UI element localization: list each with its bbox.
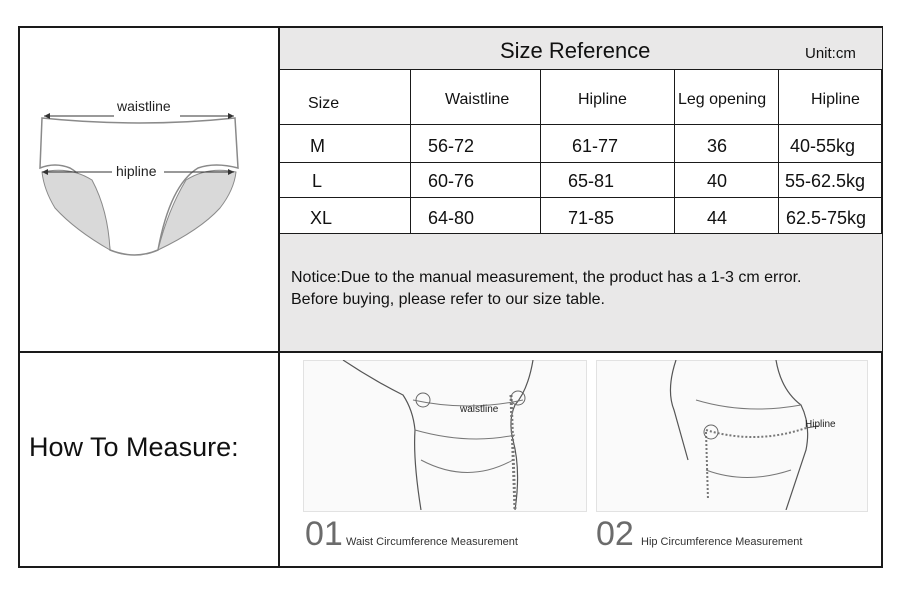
- waist-measure-figure-icon: [303, 360, 585, 510]
- notice-line-1: Notice:Due to the manual measurement, the product has a 1-3 cm error.: [291, 269, 802, 286]
- table-cell: 64-80: [428, 208, 475, 228]
- header-weight: Hipline: [811, 91, 860, 108]
- table-title: Size Reference: [500, 38, 651, 63]
- section-divider: [20, 351, 882, 353]
- grid-line: [540, 69, 541, 234]
- grid-line: [778, 69, 779, 234]
- table-cell: 62.5-75kg: [786, 208, 867, 228]
- grid-line: [279, 233, 882, 234]
- grid-line: [279, 124, 882, 125]
- table-cell: 36: [707, 136, 728, 156]
- step-2-number: 02: [596, 515, 634, 553]
- notice-line-2: Before buying, please refer to our size table.: [291, 291, 605, 308]
- grid-line: [279, 197, 882, 198]
- step-1-number: 01: [305, 515, 343, 553]
- table-cell: 56-72: [428, 136, 475, 156]
- header-hipline: Hipline: [578, 91, 627, 108]
- waistline-label: waistline: [117, 98, 171, 114]
- table-cell: 55-62.5kg: [785, 171, 866, 191]
- table-cell: L: [312, 171, 323, 191]
- table-cell: M: [310, 136, 325, 156]
- grid-line: [279, 69, 882, 70]
- table-cell: XL: [310, 208, 333, 228]
- step-2-caption: Hip Circumference Measurement: [641, 536, 803, 548]
- how-to-measure-label: How To Measure:: [29, 432, 239, 462]
- grid-line: [279, 162, 882, 163]
- underwear-diagram-icon: [30, 90, 250, 270]
- header-leg-opening: Leg opening: [678, 91, 767, 108]
- table-cell: 44: [707, 208, 728, 228]
- table-cell: 61-77: [572, 136, 619, 156]
- step-1-caption: Waist Circumference Measurement: [346, 536, 518, 548]
- hipline-label: hipline: [116, 163, 157, 179]
- main-divider: [278, 28, 280, 566]
- table-cell: 65-81: [568, 171, 615, 191]
- figure-hipline-label: Hipline: [805, 419, 836, 430]
- unit-label: Unit:cm: [805, 45, 856, 62]
- grid-line: [674, 69, 675, 234]
- table-cell: 71-85: [568, 208, 615, 228]
- table-cell: 60-76: [428, 171, 475, 191]
- table-cell: 40: [707, 171, 728, 191]
- grid-line: [410, 69, 411, 234]
- table-cell: 40-55kg: [790, 136, 856, 156]
- figure-waistline-label: waistline: [460, 404, 499, 415]
- header-size: Size: [308, 95, 340, 112]
- header-waistline: Waistline: [445, 91, 510, 108]
- hip-measure-figure-icon: [596, 360, 866, 510]
